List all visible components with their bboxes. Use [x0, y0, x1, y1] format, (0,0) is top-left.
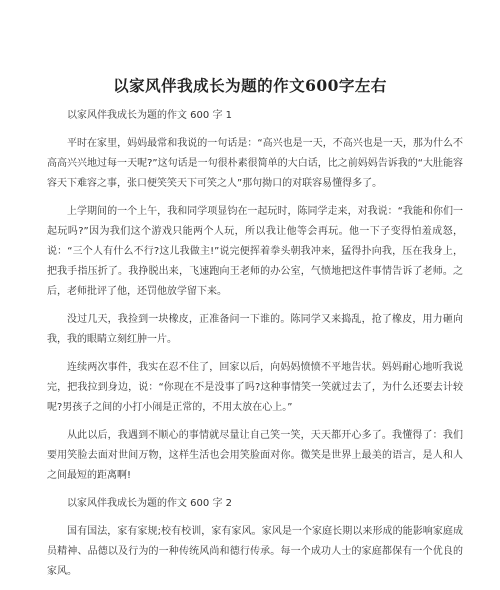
paragraph: 平时在家里，妈妈最常和我说的一句话是：“高兴也是一天，不高兴也是一天，那为什么不高高兴兴地过每一天呢?”这句话是一句很朴素很简单的大白话，比之前妈妈告诉我的“大肚能容容天下难容之事，张口便笑笑天下可笑之人”那句拗口的对联容易懂得多了。	[47, 138, 463, 189]
paragraph: 连续两次事件，我实在忍不住了，回家以后，向妈妈愤愤不平地告状。妈妈耐心地听我说完，把我拉到身边，说：“你现在不是没事了吗?这种事情笑一笑就过去了，为什么还要去计较呢?男孩子之间的小打小闹是正常的，不用太放在心上。”	[47, 362, 463, 413]
paragraph: 从此以后，我遇到不顺心的事情就尽量让自己笑一笑，天天都开心多了。我懂得了：我们要用笑脸去面对世间万物，这样生活也会用笑脸面对你。微笑是世界上最美的语言，是人和人之间最短的距离啊!	[47, 430, 463, 481]
paragraph: 国有国法，家有家规;校有校训，家有家风。家风是一个家庭长期以来形成的能影响家庭成员精神、品德以及行为的一种传统风尚和德行传承。每一个成功人士的家庭都保有一个优良的家风。	[47, 526, 463, 577]
paragraph: 上学期间的一个上午，我和同学项显钧在一起玩时，陈同学走来，对我说：“我能和你们一起玩吗?”因为我们这个游戏只能两个人玩，所以我让他等会再玩。他一下子变得怕羞成怒，说：“三个人有什么不行?这儿我做主!”说完便挥着拳头朝我冲来，猛得扑向我，压在我身上，把我手指压折了。我挣脱出来，飞速跑向王老师的办公室，气愤地把这件事情告诉了老师。之后，老师批评了他，还罚他放学留下来。	[47, 206, 463, 297]
section-heading: 以家风伴我成长为题的作文 600 字 2	[67, 498, 232, 509]
section-heading: 以家风伴我成长为题的作文 600 字 1	[67, 110, 232, 121]
document-body	[47, 106, 463, 590]
document-title: 以家风伴我成长为题的作文600字左右	[113, 76, 387, 95]
paragraph: 没过几天，我捡到一块橡皮，正准备问一下谁的。陈同学又来捣乱，抢了橡皮，用力砸向我，我的眼睛立刻红肿一片。	[47, 314, 463, 345]
